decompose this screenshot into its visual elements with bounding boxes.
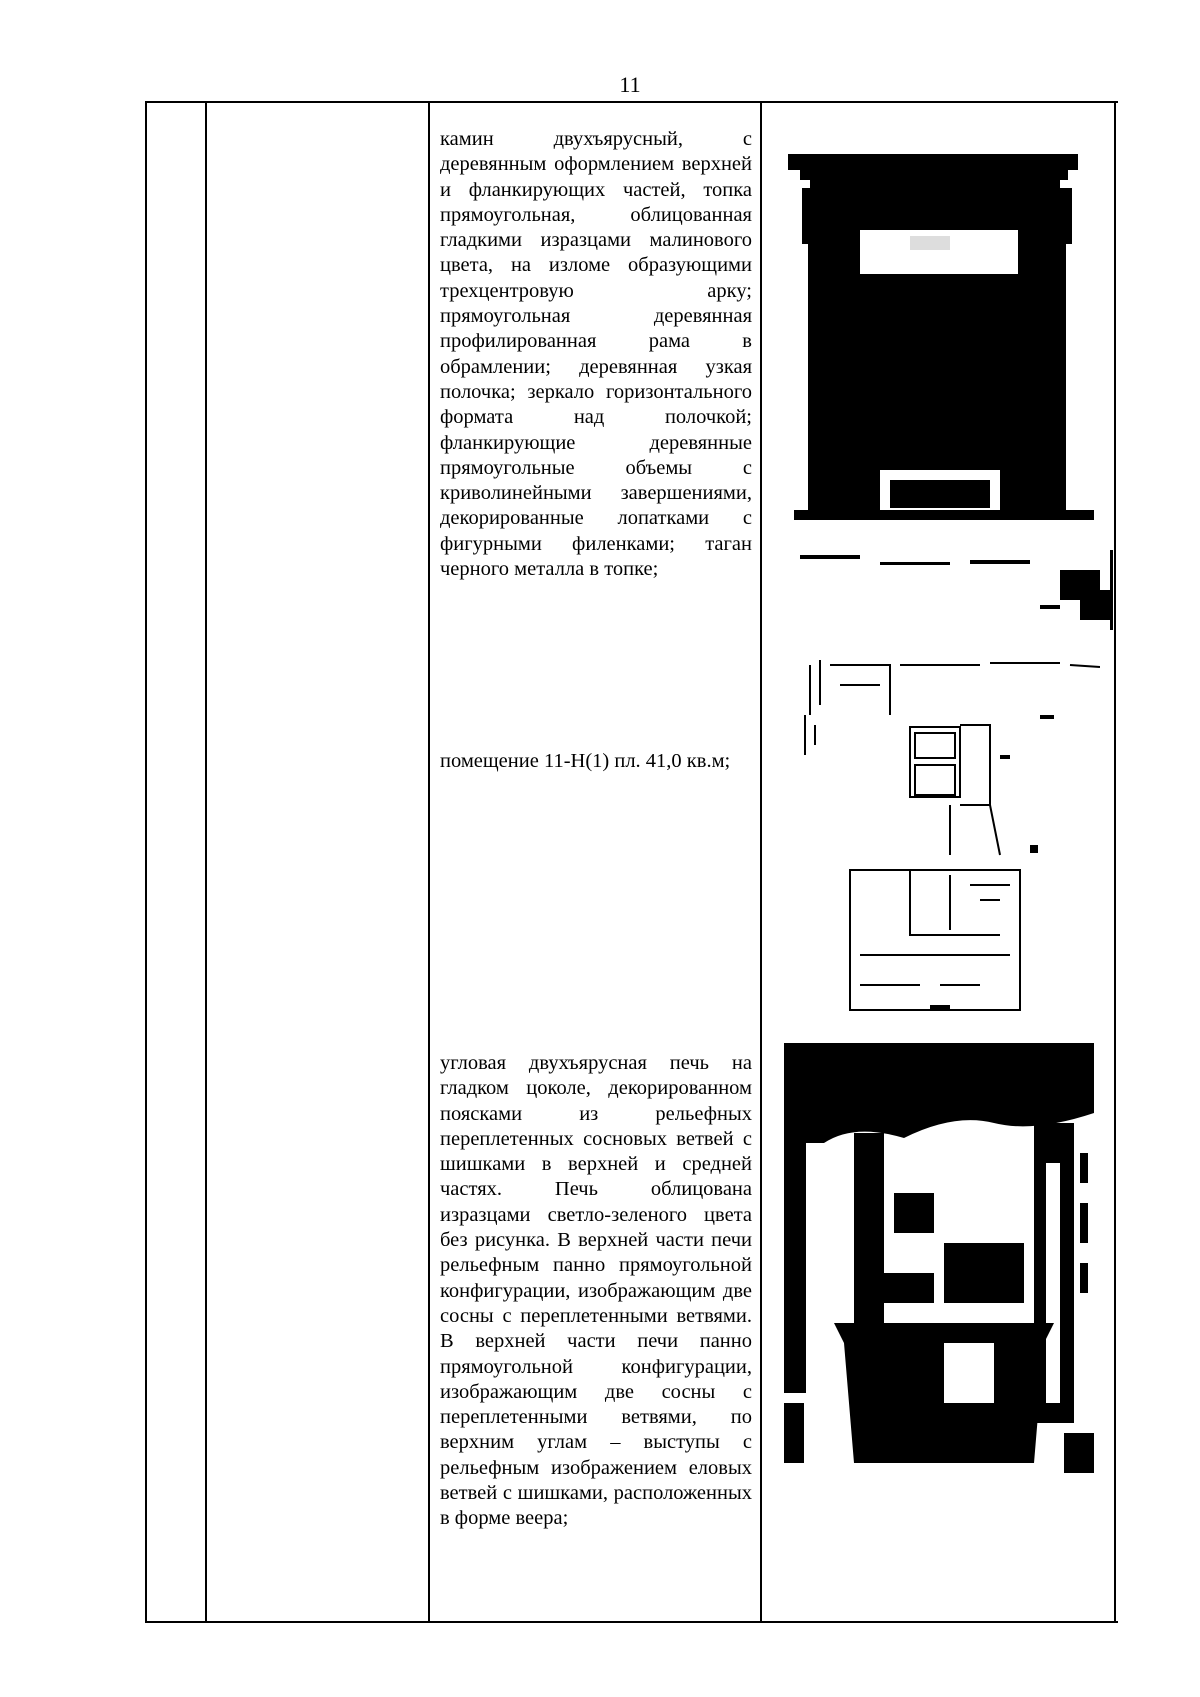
stove-photo (784, 1043, 1094, 1503)
table-border-left (145, 101, 147, 1623)
table-column-divider (760, 101, 762, 1623)
table-border-top (145, 101, 1118, 103)
table-column-divider (205, 101, 207, 1623)
table-border-bottom (145, 1621, 1118, 1623)
description-text: камин двухъярусный, с деревянным оформлением верхней и фланкирующих частей, топка прямоугольная, облицованная гладкими изразцами малинового цвета, на изломе образующими трехцентровую арку; прямоугольная деревянная профилированная рама в обрамлении; деревянная узкая полочка; зеркало горизонтального формата над полочкой; фланкирующие деревянные прямоугольные объемы с криволинейными завершениями, декорированные лопатками с фигурными филенками; таган черного металла в топке; (440, 128, 752, 581)
stove-description (440, 1051, 752, 1532)
description-text: помещение 11-Н(1) пл. 41,0 кв.м; (440, 750, 731, 772)
description-text: угловая двухъярусная печь на гладком цоколе, декорированном поясками из рельефных переплетенных сосновых ветвей с шишками в верхней и средней частях. Печь облицована изразцами светло-зеленого цвета без рисунка. В верхней части печи рельефным панно прямоугольной конфигурации, изображающим две сосны с переплетенными ветвями. В верхней части печи панно прямоугольной конфигурации, изображающим две сосны с переплетенными ветвями, по верхним углам – выступы с рельефным изображением еловых ветвей с шишками, расположенных в форме веера; (440, 1052, 752, 1530)
table-column-divider (428, 101, 430, 1623)
fireplace-description (440, 127, 752, 582)
page-number: 11 (619, 72, 641, 97)
floor-plan-image (800, 655, 1100, 1015)
room-area-description (440, 749, 752, 774)
fireplace-photo (780, 150, 1120, 630)
